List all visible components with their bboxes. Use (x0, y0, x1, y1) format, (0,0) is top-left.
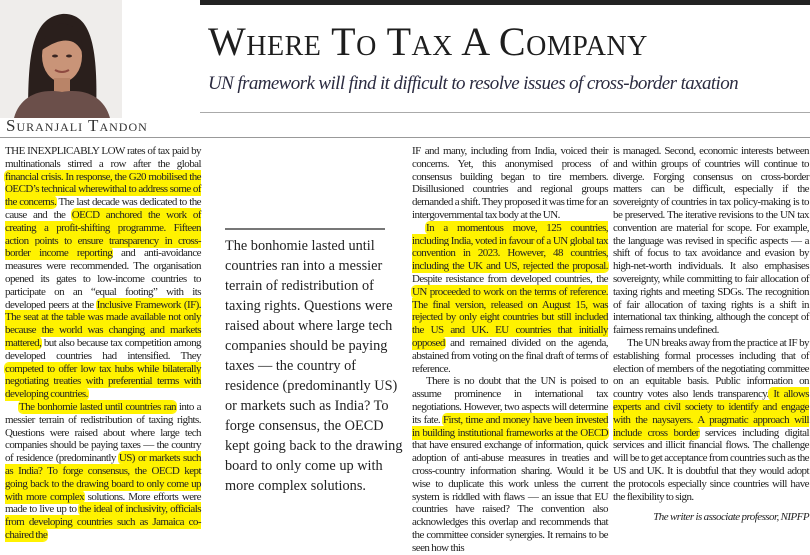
divider (200, 112, 810, 113)
body-text: IF and many, including from India, voiced their concerns. Yet, this anonymised process of consensus building began to tire members. Disillusioned countries and regional groups demanded a shift. They proposed it was time for an intergovernmental tax body at the UN. (412, 145, 608, 221)
body-text: The UN breaks away from the practice at IF by establishing formal processes including that of election of members of the negotiating committee on an equitable basis. Public information on country votes also lends transparency. (613, 336, 809, 401)
highlighted-text: UN proceeded to work on the terms of reference. The final version, released on August 15, was rejected by only eight countries but still included the US and UK. EU countries that initially opposed (412, 285, 608, 349)
article-column-1 (5, 145, 201, 542)
highlighted-text: the ideal of inclusivity, officials from developing countries such as Jamaica co-chaired the (5, 503, 201, 541)
pull-quote: The bonhomie lasted until countries ran into a messier terrain of redistribution of taxing rights. Questions were raised about where large tech companies should be paying taxes — the country of residence (predominantly US) or markets such as India? To forge consensus, the OECD kept going back to the drawing board to only come up with more complex solutions. (225, 238, 403, 494)
paragraph (412, 222, 608, 376)
highlighted-text: competed to offer low tax hubs while bilaterally negotiating treaties with preferential terms with developing countries. (5, 362, 201, 401)
highlighted-text: financial crisis. In response, the G20 mobilised the OECD’s technical wherewithal to address some of the concerns. (5, 170, 201, 209)
headline: Where To Tax A Company (208, 19, 648, 64)
paragraph (613, 337, 809, 503)
paragraph (5, 401, 201, 542)
highlighted-text: OECD anchored the work of creating a profit-shifting programme. Fifteen action points to ensure transparency in cross-border income reporting (5, 208, 201, 260)
subheadline: UN framework will find it difficult to resolve issues of cross-border taxation (208, 73, 739, 94)
body-text: Despite resistance from developed countries, the (412, 272, 608, 285)
highlighted-text: Inclusive Framework (IF). The seat at the table was made available not only because the world was changing and markets mattered, (5, 298, 201, 349)
body-text: There is no doubt that the UN is poised to assume prominence in international tax negotiations. However, two aspects will determine its fate. (412, 375, 608, 426)
highlighted-text: The bonhomie lasted until countries ran (19, 400, 176, 413)
body-text: is managed. Second, economic interests between and within groups of countries will continue to diverge. Forging consensus on cross-border matters can be difficult, especially if the sovereignty of countries in tax policy-making is to be preserved. The iterative revisions to the UN tax convention are material for scope. For example, the language was revised in specific aspects — a shift of focus to tax avoidance and evasion by high-net-worth individuals. It also emphasises sovereignty, while committing to fair allocation of taxing rights and meeting SDGs. The recognition of fair allocation of taxing rights is a shift in international tax thinking, although the concept of fairness remains undefined. (613, 145, 809, 337)
body-text: but also because tax competition among developed countries had intensified. They (5, 336, 201, 362)
article-column-3 (613, 145, 809, 524)
highlighted-text: It allows experts and civil society to identify and engage with the naysayers. A pragmatic approach will include cross border (613, 388, 809, 439)
paragraph (412, 145, 608, 222)
body-text: into a messier terrain of redistribution of taxing rights. Questions were raised about where large tech companies should be paying taxes — the country of residence (predominantly (5, 400, 202, 465)
paragraph (412, 375, 608, 554)
divider (0, 137, 810, 138)
pull-quote-rule (225, 228, 385, 230)
body-text: The last decade was dedicated to the cause and the (5, 196, 201, 221)
body-text: solutions. More efforts were made to live up to (5, 490, 201, 516)
body-text: services including digital services and illicit financial flows. The challenge will be to get acceptance from countries such as the US and UK. It is doubtful that they would adopt the protocols especially since countries will have the flexibility to sign. (613, 426, 809, 503)
body-text: and anti-avoidance measures were recommended. The organisation opened its gates to low-income countries to participate on an “equal footing” with its developed peers at the (5, 247, 201, 311)
paragraph (5, 145, 201, 401)
article-column-2 (412, 145, 608, 555)
author-credit: The writer is associate professor, NIPFP (653, 511, 809, 524)
top-rule (200, 0, 810, 5)
highlighted-text: In a momentous move, 125 countries, including India, voted in favour of a UN global tax convention in 2023. However, 48 countries, including the UK and US, rejected the proposal. (412, 221, 608, 273)
author-byline: Suranjali Tandon (6, 116, 148, 135)
paragraph (613, 145, 809, 337)
author-photo (0, 0, 122, 118)
body-text: that have ensured exchange of information, quick adoption of anti-abuse measures in treaties and cross-country information sharing. Would it be wise to duplicate this work unless the current system is riddled with flaws — an issue that EU countries have raised? The convention also acknowledges this overlap and recommends that the committee consider synergies. It remains to be seen how this (412, 439, 608, 554)
body-text: THE INEXPLICABLY LOW rates of tax paid by multinationals stirred a row after the global (5, 145, 201, 170)
highlighted-text: US) or markets such as India? To forge consensus, the OECD kept going back to the drawing board to only come up with more complex (5, 452, 201, 503)
highlighted-text: First, time and money have been invested in building institutional frameworks at the OECD (412, 413, 609, 439)
body-text: and remained divided on the agenda, abstained from voting on the final draft of terms of reference. (412, 336, 608, 375)
